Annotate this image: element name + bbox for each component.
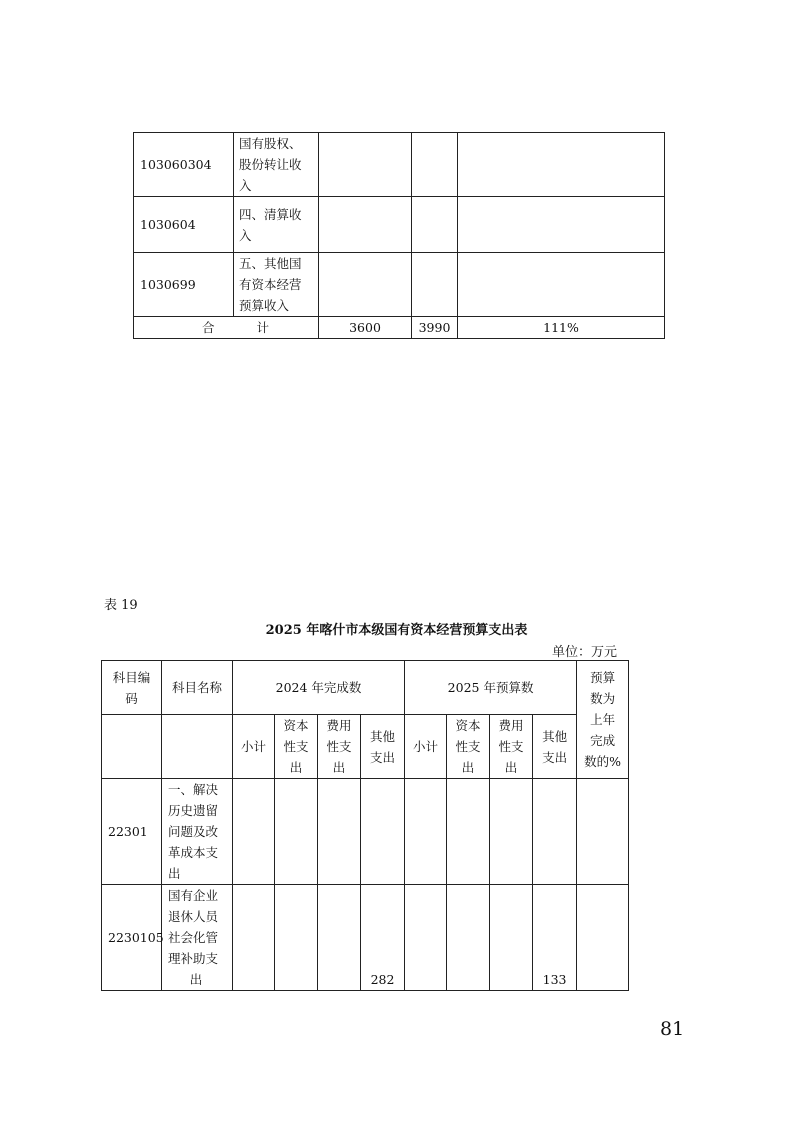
header-2025-budget: 2025 年预算数 — [405, 661, 577, 715]
table-row — [134, 133, 665, 197]
cell — [275, 779, 318, 885]
table-label: 表 19 — [104, 598, 138, 613]
expenditure-table — [101, 660, 629, 991]
cell-other-2025: 133 — [533, 885, 577, 991]
row-name: 一、解决 历史遗留 问题及改 革成本支 出 — [162, 779, 233, 885]
row-value-2 — [412, 253, 458, 317]
subheader-empty — [102, 715, 162, 779]
header-code: 科目编 码 — [102, 661, 162, 715]
cell — [233, 885, 275, 991]
table-title: 2025 年喀什市本级国有资本经营预算支出表 — [265, 623, 528, 638]
row-name: 五、其他国 有资本经营 预算收入 — [234, 253, 319, 317]
cell — [275, 885, 318, 991]
row-value-3 — [458, 133, 665, 197]
cell — [233, 779, 275, 885]
cell — [405, 779, 447, 885]
row-value-1 — [319, 133, 412, 197]
total-value-3: 111% — [458, 317, 665, 339]
row-value-2 — [412, 197, 458, 253]
cell — [405, 885, 447, 991]
table-row — [102, 885, 629, 991]
cell — [577, 885, 629, 991]
row-value-3 — [458, 253, 665, 317]
subheader-capital-2025: 资本 性支 出 — [447, 715, 490, 779]
row-code: 2230105 — [102, 885, 162, 991]
row-value-2 — [412, 133, 458, 197]
row-code: 22301 — [102, 779, 162, 885]
total-row — [134, 317, 665, 339]
subheader-subtotal-2025: 小计 — [405, 715, 447, 779]
total-label: 合 计 — [134, 317, 319, 339]
total-value-1: 3600 — [319, 317, 412, 339]
cell-other-2024 — [361, 779, 405, 885]
row-value-3 — [458, 197, 665, 253]
row-name: 国有企业 退休人员 社会化管 理补助支 出 — [162, 885, 233, 991]
cell — [318, 885, 361, 991]
subheader-empty — [162, 715, 233, 779]
cell-other-2025 — [533, 779, 577, 885]
subheader-row — [102, 715, 629, 779]
header-row — [102, 661, 629, 715]
cell — [577, 779, 629, 885]
cell — [490, 885, 533, 991]
header-2024-actual: 2024 年完成数 — [233, 661, 405, 715]
table-row — [134, 197, 665, 253]
subheader-expense-2024: 费用 性支 出 — [318, 715, 361, 779]
row-name: 国有股权、 股份转让收 入 — [234, 133, 319, 197]
subheader-capital-2024: 资本 性支 出 — [275, 715, 318, 779]
row-code: 1030604 — [134, 197, 234, 253]
subheader-other-2025: 其他 支出 — [533, 715, 577, 779]
unit-label: 单位：万元 — [552, 645, 618, 660]
header-ratio: 预算 数为 上年 完成 数的% — [577, 661, 629, 779]
row-name: 四、清算收 入 — [234, 197, 319, 253]
revenue-table-continued — [133, 132, 665, 339]
cell — [490, 779, 533, 885]
subheader-expense-2025: 费用 性支 出 — [490, 715, 533, 779]
header-name: 科目名称 — [162, 661, 233, 715]
cell — [447, 885, 490, 991]
subheader-subtotal-2024: 小计 — [233, 715, 275, 779]
subheader-other-2024: 其他 支出 — [361, 715, 405, 779]
cell-other-2024: 282 — [361, 885, 405, 991]
page-number: 81 — [660, 1018, 685, 1040]
row-code: 103060304 — [134, 133, 234, 197]
cell — [318, 779, 361, 885]
row-value-1 — [319, 197, 412, 253]
row-code: 1030699 — [134, 253, 234, 317]
row-value-1 — [319, 253, 412, 317]
total-value-2: 3990 — [412, 317, 458, 339]
table-row — [102, 779, 629, 885]
table-row — [134, 253, 665, 317]
cell — [447, 779, 490, 885]
